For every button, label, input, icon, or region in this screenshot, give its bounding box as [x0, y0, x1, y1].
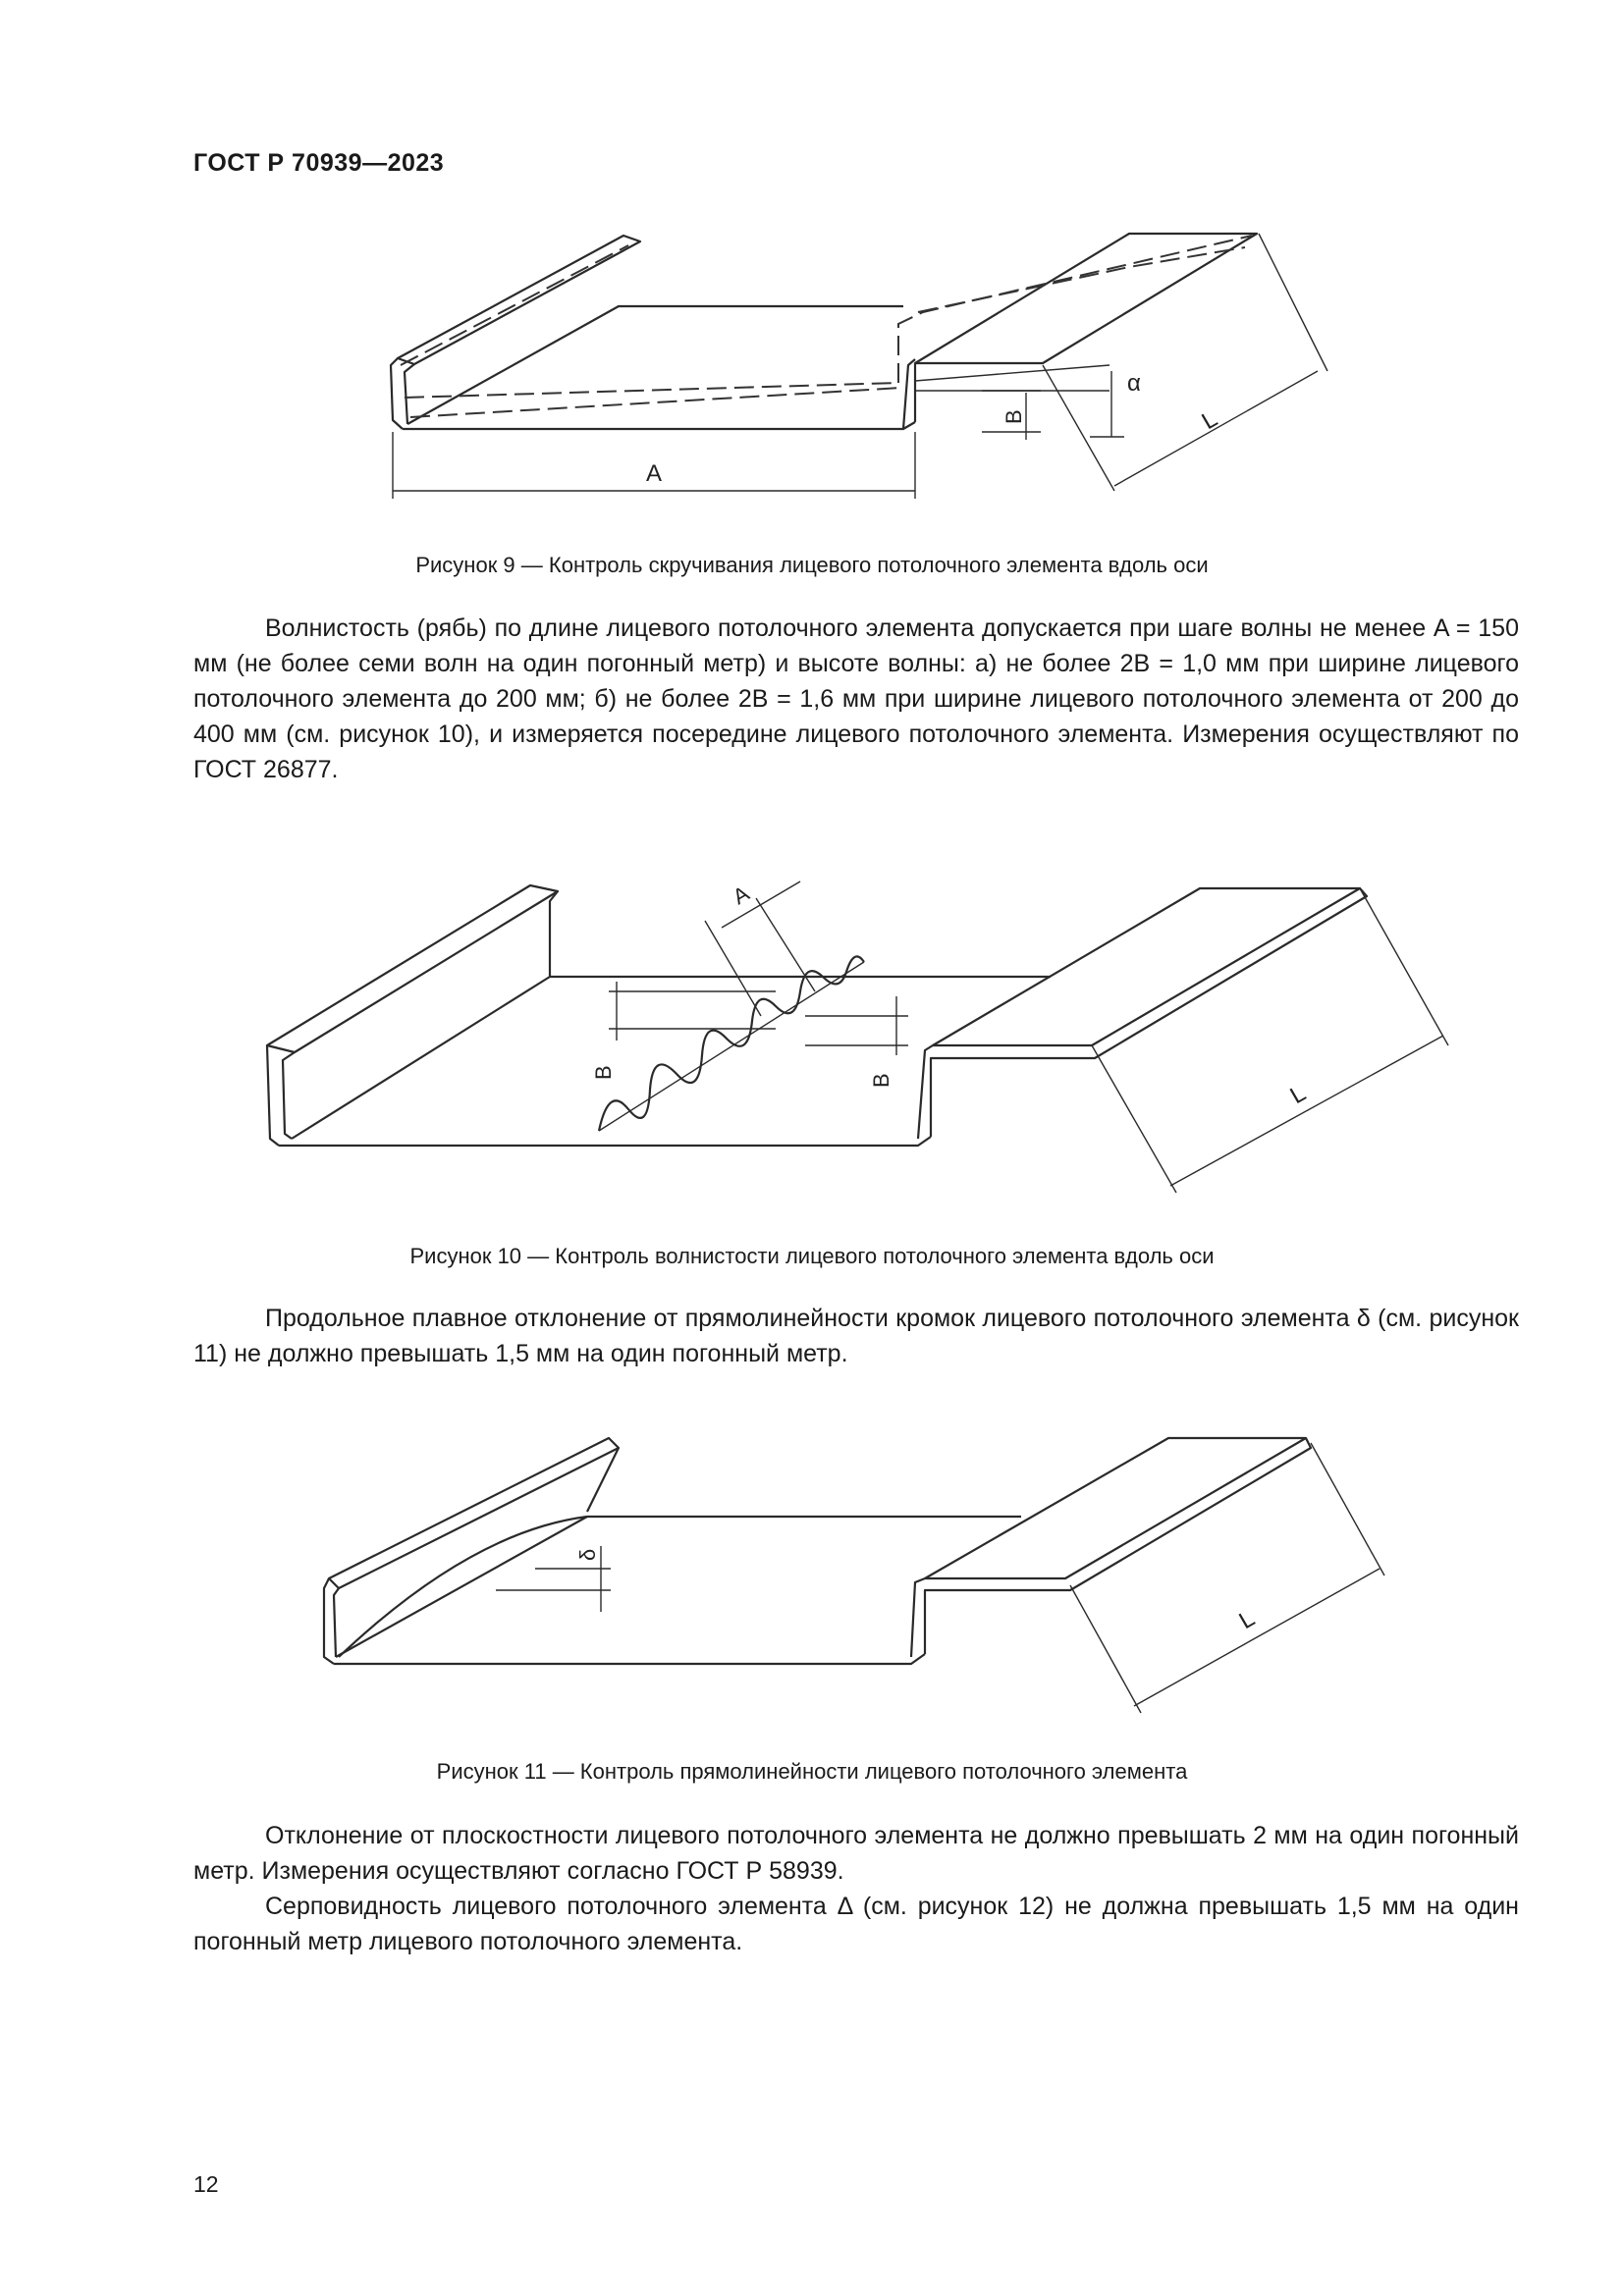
figure-9-drawing — [0, 221, 1624, 515]
paragraph-flatness: Отклонение от плоскостности лицевого потолочного элемента не должно превышать 2 мм на один погонный метр. Измерения осуществляют согласно ГОСТ Р 58939. — [193, 1822, 1519, 1885]
fig9-label-alpha: α — [1127, 370, 1141, 397]
fig10-left-wall — [267, 1045, 279, 1146]
fig9-label-a: A — [646, 460, 663, 487]
fig10-wave — [599, 956, 864, 1131]
paragraph-camber: Серповидность лицевого потолочного элемента Δ (см. рисунок 12) не должна превышать 1,5 мм на один погонный метр лицевого потолочного элемента. — [193, 1893, 1519, 1955]
fig11-bottom-edge — [334, 1654, 925, 1664]
figure-9-caption: Рисунок 9 — Контроль скручивания лицевого потолочного элемента вдоль оси — [415, 553, 1209, 577]
fig10-bottom-edge — [279, 1137, 931, 1146]
fig11-left-flange — [329, 1438, 619, 1588]
figure-11-caption: Рисунок 11 — Контроль прямолинейности лицевого потолочного элемента — [436, 1759, 1188, 1784]
document-header: ГОСТ Р 70939—2023 — [193, 149, 445, 177]
paragraph-waviness: Волнистость (рябь) по длине лицевого потолочного элемента допускается при шаге волны не менее A = 150 мм (не более семи волн на один погонный метр) и высоте волны: а) не более 2B = 1,0 мм при ширине лицевого потолочного элемента до 200 мм; б) не более 2B = 1,6 мм при ширине лицевого потолочного элемента от 200 до 400 мм (см. рисунок 10), и измеряется посередине лицевого потолочного элемента. Измерения осуществляют по ГОСТ 26877. — [193, 614, 1519, 783]
fig9-label-l: L — [1197, 405, 1222, 436]
fig9-dashed-outline — [401, 245, 628, 365]
paragraph-straightness: Продольное плавное отклонение от прямолинейности кромок лицевого потолочного элемента δ (см. рисунок 11) не должно превышать 1,5 мм на один погонный метр. — [193, 1305, 1519, 1367]
fig9-label-b: B — [1001, 409, 1026, 424]
fig10-label-b-right: B — [869, 1073, 893, 1088]
fig9-left-wall — [391, 358, 403, 429]
fig10-label-b-left: B — [591, 1065, 616, 1080]
figure-11-drawing — [0, 1414, 1624, 1737]
fig10-label-l: L — [1285, 1080, 1311, 1110]
fig11-label-l: L — [1234, 1605, 1260, 1635]
fig9-bottom-edge — [403, 422, 915, 429]
fig9-left-flange — [398, 236, 640, 364]
page-number: 12 — [193, 2171, 219, 2197]
fig11-label-delta: δ — [575, 1548, 600, 1561]
figure-10-caption: Рисунок 10 — Контроль волнистости лицевого потолочного элемента вдоль оси — [409, 1244, 1215, 1268]
figure-10-drawing — [0, 864, 1624, 1227]
fig10-left-flange — [267, 885, 558, 1052]
fig10-label-a: A — [729, 881, 754, 910]
fig11-left-wall — [324, 1578, 334, 1664]
fig9-right-plate — [915, 234, 1257, 422]
